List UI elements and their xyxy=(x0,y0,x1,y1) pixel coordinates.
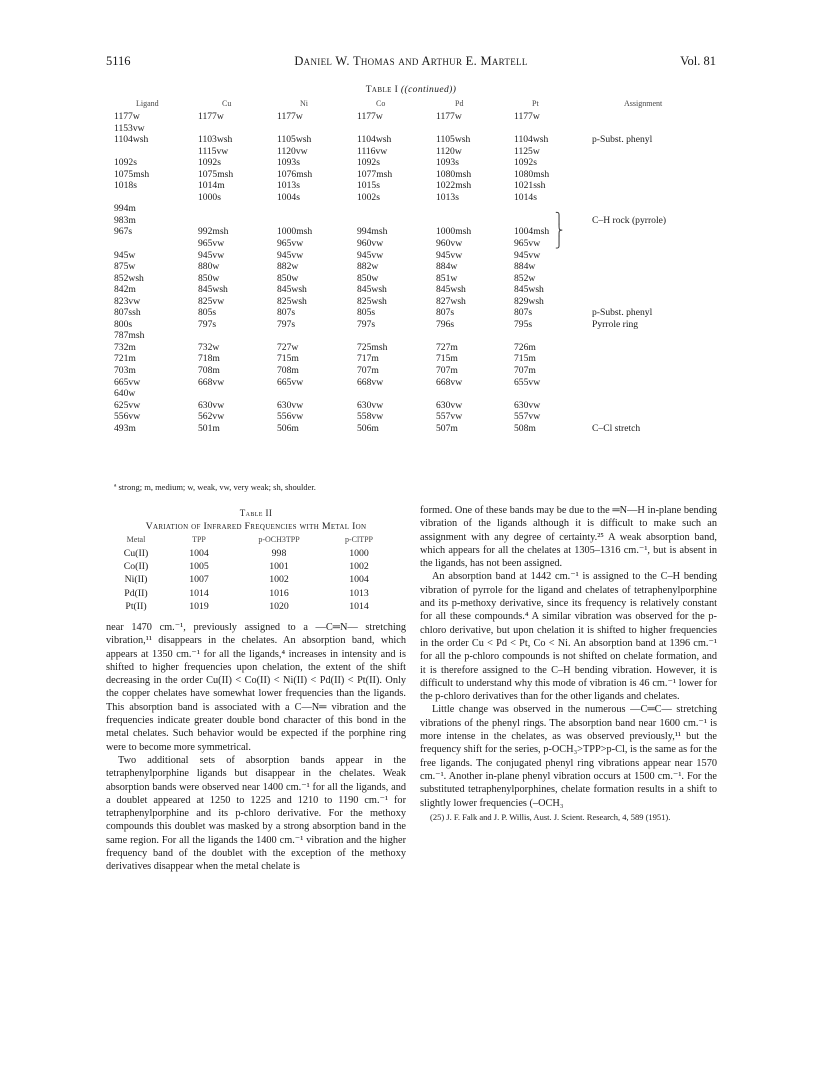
table1-column-header: Ligand xyxy=(136,99,159,108)
table-cell: 1092s xyxy=(514,157,537,169)
table1-column-header: Pd xyxy=(455,99,464,108)
table1-column-header: Co xyxy=(376,99,386,108)
table-cell: 732w xyxy=(198,341,220,353)
table-cell: 1013s xyxy=(436,191,459,203)
table-cell: 1177w xyxy=(436,111,462,122)
table-row xyxy=(106,547,406,560)
brace-bracket: ⎫ ⎬ ⎭ xyxy=(555,213,564,249)
table-row xyxy=(114,146,724,158)
table2-header-row xyxy=(106,535,406,547)
table1-column-header: Pt xyxy=(532,99,539,108)
table-cell: 825vw xyxy=(198,295,225,307)
table-cell: 630vw xyxy=(198,399,225,411)
table-cell: 1007 xyxy=(189,574,209,586)
table-cell: 655vw xyxy=(514,376,541,388)
table-cell: 1002 xyxy=(269,574,289,586)
table-cell: 721m xyxy=(114,353,136,365)
paragraph: formed. One of these bands may be due to the ═N—H in-plane bending vibration of the ligands although it is difficult to make such an assignment with any degree of certainty.²⁵ A weak absorption band, which appears for all the chelates at 1305–1316 cm.⁻¹, but is absent in the ligands, has not been assigned. xyxy=(420,505,717,570)
assignment-cell: C–Cl stretch xyxy=(592,422,641,434)
left-column xyxy=(106,621,406,874)
table-row xyxy=(114,226,724,238)
table-row xyxy=(114,365,724,377)
table-cell: 945vw xyxy=(436,249,463,261)
table1-column-header: Ni xyxy=(300,99,308,108)
table-row xyxy=(114,134,724,146)
table-cell: 1005 xyxy=(189,561,209,573)
table-cell: 715m xyxy=(277,353,299,365)
table-cell: 960vw xyxy=(436,238,463,250)
assignment-cell: Pyrrole ring xyxy=(592,318,639,330)
table-cell: 507m xyxy=(436,422,458,434)
table-cell: 1076msh xyxy=(277,168,313,180)
table-cell: 630vw xyxy=(436,399,463,411)
table-cell: 965vw xyxy=(277,238,304,250)
table2-column-header: Metal xyxy=(126,535,146,544)
table-cell: 1105wsh xyxy=(277,134,312,146)
table-cell: 493m xyxy=(114,422,136,434)
table-cell: 556vw xyxy=(114,411,141,423)
table2-column-header: TPP xyxy=(192,535,206,544)
table-row xyxy=(114,203,724,215)
table-cell: 707m xyxy=(514,365,536,377)
table-cell: 1177w xyxy=(198,111,224,122)
table-row xyxy=(114,377,724,389)
table-cell: 945vw xyxy=(277,249,304,261)
table-cell: 884w xyxy=(514,261,536,273)
table-cell: 725msh xyxy=(357,341,388,353)
table-cell: 992msh xyxy=(198,226,229,238)
table-cell: 845wsh xyxy=(357,284,387,296)
table-cell: 845wsh xyxy=(514,284,544,296)
table-row xyxy=(114,192,724,204)
table-cell: 506m xyxy=(357,422,379,434)
table-cell: 965vw xyxy=(514,238,541,250)
table-cell: 880w xyxy=(198,261,220,273)
table-cell: 562vw xyxy=(198,411,225,423)
table1-title-suffix: (continued) xyxy=(404,85,453,95)
table-cell: 1105wsh xyxy=(436,134,471,146)
table-cell: Pd(II) xyxy=(124,587,148,599)
table-cell: 884w xyxy=(436,261,458,273)
table-cell: 1000s xyxy=(198,191,221,203)
table1-column-header: Assignment xyxy=(624,99,663,108)
table-cell: 1104wsh xyxy=(357,134,392,146)
table-cell: 807s xyxy=(436,307,455,319)
table-cell: 508m xyxy=(514,422,536,434)
table-cell: 945vw xyxy=(198,249,225,261)
table1-header-row xyxy=(114,97,724,111)
table-cell: 1019 xyxy=(189,600,209,612)
table-cell: 668vw xyxy=(357,376,384,388)
table-cell: 1080msh xyxy=(436,168,472,180)
table-cell: 807ssh xyxy=(114,307,141,319)
table-cell: 1000msh xyxy=(277,226,313,238)
table1-footnote: ª strong; m, medium; w, weak, vw, very weak; sh, shoulder. xyxy=(114,482,316,492)
table-row xyxy=(114,111,724,123)
table-row xyxy=(114,273,724,285)
table-cell: 797s xyxy=(198,318,217,330)
table2-column-header: p-OCH3TPP xyxy=(258,535,300,544)
table-row xyxy=(114,400,724,412)
table-cell: 805s xyxy=(198,307,217,319)
table-row xyxy=(114,319,724,331)
table-cell: 1120vw xyxy=(277,145,308,157)
table-cell: 1018s xyxy=(114,180,137,192)
page-header xyxy=(106,54,716,68)
table-row xyxy=(114,342,724,354)
table-cell: 945vw xyxy=(514,249,541,261)
table-cell: 557vw xyxy=(436,411,463,423)
table-cell: 1093s xyxy=(277,157,300,169)
table-cell: 668vw xyxy=(436,376,463,388)
table-cell: 1120w xyxy=(436,145,462,157)
table-cell: 506m xyxy=(277,422,299,434)
table-cell: 630vw xyxy=(514,399,541,411)
table-cell: 557vw xyxy=(514,411,541,423)
table1-column-header: Cu xyxy=(222,99,232,108)
table-cell: 1014 xyxy=(349,600,369,612)
table-cell: 668vw xyxy=(198,376,225,388)
table-cell: 797s xyxy=(357,318,376,330)
table-cell: 850w xyxy=(198,272,220,284)
table-cell: 665vw xyxy=(277,376,304,388)
table-cell: 851w xyxy=(436,272,458,284)
table-cell: Cu(II) xyxy=(123,548,149,559)
table-cell: 726m xyxy=(514,341,536,353)
table-cell: 630vw xyxy=(277,399,304,411)
table-cell: 800s xyxy=(114,318,133,330)
table-row xyxy=(114,180,724,192)
paragraph: Little change was observed in the numerous —C═C— stretching vibrations of the phenyl rings. The absorption band near 1600 cm.⁻¹ is more intense in the chelates, as was observed previously,¹¹ but the frequency shift for the series, p-OCH₃>TPP>p-Cl, is the same as for the free ligands. The conjugated phenyl ring vibrations appear near 1570 cm.⁻¹. Another in-plane phenyl vibration occurs at 1500 cm.⁻¹. For the substituted tetraphenylporphines, chelate formation results in a shift to slightly lower frequencies (–OCH₃ xyxy=(420,704,717,809)
table-cell: 805s xyxy=(357,307,376,319)
table-cell: Pt(II) xyxy=(125,600,147,612)
table-cell: Ni(II) xyxy=(124,574,148,586)
table-cell: 967s xyxy=(114,226,133,238)
table-cell: 1093s xyxy=(436,157,459,169)
reference-25: (25) J. F. Falk and J. P. Willis, Aust. J. Scient. Research, 4, 589 (1951). xyxy=(430,811,671,822)
table-cell: 1080msh xyxy=(514,168,550,180)
table-cell: 797s xyxy=(277,318,296,330)
table-cell: 1000msh xyxy=(436,226,472,238)
table-cell: 707m xyxy=(436,365,458,377)
table-cell: 960vw xyxy=(357,238,384,250)
table-cell: 727m xyxy=(436,341,458,353)
table-cell: 1001 xyxy=(269,561,289,573)
table-cell: 1004s xyxy=(277,191,300,203)
table-cell: 1022msh xyxy=(436,180,472,192)
table-row xyxy=(106,573,406,586)
table-cell: 1002s xyxy=(357,191,380,203)
table-cell: 1014 xyxy=(189,587,209,599)
table-cell: Co(II) xyxy=(123,561,149,573)
table-cell: 882w xyxy=(277,261,299,273)
table-row xyxy=(106,560,406,573)
table-cell: 1177w xyxy=(277,111,303,122)
table-cell: 1014m xyxy=(198,180,225,192)
table2-body xyxy=(106,547,406,613)
table-cell: 715m xyxy=(436,353,458,365)
table2-subtitle: Variation of Infrared Frequencies with Metal Ion xyxy=(145,521,367,532)
paragraph: near 1470 cm.⁻¹, previously assigned to a —C═N— stretching vibration,¹¹ disappears in the chelates. An absorption band, which appears at 1350 cm.⁻¹ for all the ligands,⁴ increases in intensity and is shifted to higher frequencies upon chelation, the extent of the shift decreasing in the order Cu(II) < Co(II) < Ni(II) < Pd(II) < Pt(II). Only the copper chelates have somewhat lower frequencies than the ligands. This absorption band is associated with a C—N═ vibration and the frequencies indicate greater double bond character of this bond in the metal chelates. Such behavior would be expected if the porphine ring were to become more symmetrical. xyxy=(106,622,406,753)
table-row xyxy=(114,423,724,435)
table-cell: 842m xyxy=(114,284,136,296)
table-cell: 945vw xyxy=(357,249,384,261)
table-cell: 945w xyxy=(114,249,136,261)
table-cell: 875w xyxy=(114,261,136,273)
table-cell: 1116vw xyxy=(357,145,388,157)
table-cell: 994msh xyxy=(357,226,388,238)
table-cell: 1004 xyxy=(189,548,209,559)
table-cell: 1125w xyxy=(514,145,540,157)
table-row xyxy=(114,215,724,227)
table-cell: 1177w xyxy=(114,111,140,122)
table-cell: 707m xyxy=(357,365,379,377)
table-cell: 630vw xyxy=(357,399,384,411)
table-row xyxy=(114,330,724,342)
table-cell: 850w xyxy=(277,272,299,284)
table-cell: 1015s xyxy=(357,180,380,192)
table-cell: 1013 xyxy=(349,587,369,599)
table-cell: 1153vw xyxy=(114,122,145,134)
table1-body xyxy=(114,111,724,434)
table-cell: 845wsh xyxy=(198,284,228,296)
table-cell: 715m xyxy=(514,353,536,365)
page-number: 5116 xyxy=(106,54,131,68)
table-row xyxy=(114,307,724,319)
table-cell: 732m xyxy=(114,341,136,353)
table1 xyxy=(114,97,724,434)
table-cell: 501m xyxy=(198,422,220,434)
table-cell: 1092s xyxy=(114,157,137,169)
table-cell: 994m xyxy=(114,203,136,215)
table-cell: 708m xyxy=(198,365,220,377)
table-cell: 1021ssh xyxy=(514,180,546,192)
table-row xyxy=(114,123,724,135)
table-cell: 1075msh xyxy=(198,168,234,180)
table2-title: Table II xyxy=(239,508,273,518)
assignment-cell: p-Subst. phenyl xyxy=(592,307,653,319)
volume-label: Vol. 81 xyxy=(680,54,716,68)
table-row xyxy=(114,250,724,262)
table-cell: 1177w xyxy=(514,111,540,122)
table-cell: 558vw xyxy=(357,411,384,423)
table-cell: 1103wsh xyxy=(198,134,233,146)
table-row xyxy=(114,388,724,400)
table-cell: 718m xyxy=(198,353,220,365)
right-column xyxy=(420,504,717,823)
table-cell: 1092s xyxy=(357,157,380,169)
table-cell: 796s xyxy=(436,318,455,330)
table-row xyxy=(114,411,724,423)
table-cell: 717m xyxy=(357,353,379,365)
table-row xyxy=(114,284,724,296)
table-cell: 1004msh xyxy=(514,226,550,238)
table-cell: 845wsh xyxy=(436,284,466,296)
table-cell: 823vw xyxy=(114,295,141,307)
table-row xyxy=(106,587,406,600)
table-row xyxy=(114,261,724,273)
table-cell: 708m xyxy=(277,365,299,377)
table-cell: 1075msh xyxy=(114,168,150,180)
table-cell: 850w xyxy=(357,272,379,284)
table-cell: 1004 xyxy=(349,574,369,586)
table-cell: 825wsh xyxy=(357,295,387,307)
table-cell: 795s xyxy=(514,318,533,330)
table-cell: 1077msh xyxy=(357,168,393,180)
table-cell: 1000 xyxy=(349,548,369,559)
table-cell: 1092s xyxy=(198,157,221,169)
table-cell: 882w xyxy=(357,261,379,273)
table-cell: 807s xyxy=(277,307,296,319)
table-cell: 665vw xyxy=(114,376,141,388)
table-cell: 1014s xyxy=(514,191,537,203)
table-cell: 827wsh xyxy=(436,295,466,307)
table-cell: 998 xyxy=(271,548,287,559)
table-cell: 845wsh xyxy=(277,284,307,296)
table-cell: 829wsh xyxy=(514,295,544,307)
table-cell: 825wsh xyxy=(277,295,307,307)
table-cell: 1115vw xyxy=(198,145,229,157)
table-cell: 1020 xyxy=(269,600,289,612)
table-cell: 1016 xyxy=(269,587,289,599)
table-cell: 727w xyxy=(277,341,299,353)
table1-title: Table I ((continued)) xyxy=(365,85,457,95)
running-head-authors: Daniel W. Thomas and Arthur E. Martell xyxy=(294,54,528,68)
table-cell: 1177w xyxy=(357,111,383,122)
table-cell: 703m xyxy=(114,365,136,377)
table-row xyxy=(114,353,724,365)
table-cell: 1104wsh xyxy=(114,134,149,146)
table-cell: 640w xyxy=(114,388,136,400)
table-cell: 556vw xyxy=(277,411,304,423)
table-cell: 852wsh xyxy=(114,272,144,284)
table-cell: 1002 xyxy=(349,561,369,573)
table-cell: 625vw xyxy=(114,399,141,411)
table2 xyxy=(106,535,406,613)
table-row xyxy=(114,238,724,250)
table-row xyxy=(114,169,724,181)
table-cell: 807s xyxy=(514,307,533,319)
table1-title-text: Table I xyxy=(365,85,399,95)
table-cell: 787msh xyxy=(114,330,145,342)
table-cell: 1104wsh xyxy=(514,134,549,146)
assignment-cell: C–H rock (pyrrole) xyxy=(592,214,667,226)
table-cell: 965vw xyxy=(198,238,225,250)
table-row xyxy=(114,296,724,308)
table-cell: 983m xyxy=(114,214,136,226)
table-cell: 852w xyxy=(514,272,536,284)
table2-column-header: p-ClTPP xyxy=(344,535,373,544)
table-cell: 1013s xyxy=(277,180,300,192)
table-row xyxy=(114,157,724,169)
assignment-cell: p-Subst. phenyl xyxy=(592,134,653,146)
paragraph: Two additional sets of absorption bands appear in the tetraphenylporphine ligands but disappear in the chelates. Weak absorption bands were observed near 1400 cm.⁻¹ for all the ligands, and a doublet appeared at 1250 to 1225 and 1210 to 1190 cm.⁻¹ for tetraphenylporphine and its p-chloro derivative. For the methoxy compounds this doublet was masked by a strong absorption band in the same region. For all the ligands the 1400 cm.⁻¹ vibration and the higher frequency band of the doublet with the exception of the methoxy derivatives disappear when the metal chelate is xyxy=(106,754,406,873)
paragraph: An absorption band at 1442 cm.⁻¹ is assigned to the C–H bending vibration of pyrrole for the ligand and chelates of tetraphenylporphine and its p-methoxy derivative, since its frequency is relatively constant for all these compounds.⁴ A similar vibration was observed for the p-chloro derivative, but upon chelation it is shifted to higher frequencies in the order Cu < Pd < Pt, Co < Ni. An absorption band at 1396 cm.⁻¹ for all the p-chloro compounds is not shifted on chelate formation, and it is therefore assigned to the C–H bending vibration. However, it is difficult to understand why this mode of vibration is 46 cm.⁻¹ lower for the p-chloro derivatives than for the other ligands and chelates. xyxy=(420,571,717,703)
table-row xyxy=(106,600,406,613)
